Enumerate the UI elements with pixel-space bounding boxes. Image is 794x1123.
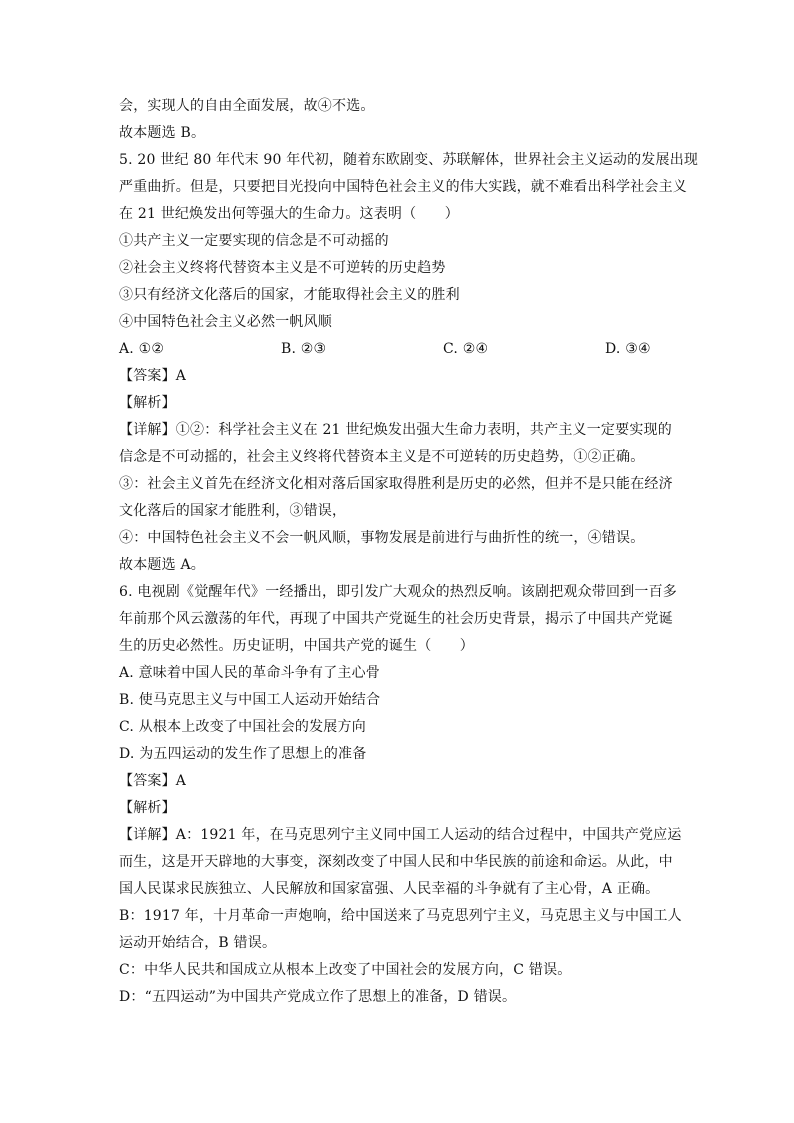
q5-options-row bbox=[119, 336, 675, 363]
q5-option-a: A. ①② bbox=[119, 341, 165, 357]
q5-statement-1: ①共产主义一定要实现的信念是不可动摇的 bbox=[119, 233, 389, 249]
q6-detail-line-2: 而生，这是开天辟地的大事变，深刻改变了中国人民和中华民族的前途和命运。从此，中 bbox=[119, 854, 673, 870]
q6-option-c: C. 从根本上改变了中国社会的发展方向 bbox=[119, 719, 366, 735]
q5-analysis-label: 【解析】 bbox=[119, 395, 176, 411]
q5-statement-3: ③只有经济文化落后的国家，才能取得社会主义的胜利 bbox=[119, 287, 460, 303]
q6-detail-line-4: B：1917 年，十月革命一声炮响，给中国送来了马克思列宁主义，马克思主义与中国工人 bbox=[119, 908, 682, 924]
q5-stem-line-2: 严重曲折。但是，只要把目光投向中国特色社会主义的伟大实践，就不难看出科学社会主义 bbox=[119, 179, 687, 195]
q6-option-b: B. 使马克思主义与中国工人运动开始结合 bbox=[119, 692, 381, 708]
q6-detail-line-7: D：“五四运动”为中国共产党成立作了思想上的准备，D 错误。 bbox=[119, 989, 517, 1005]
q5-option-c: C. ②④ bbox=[443, 341, 489, 357]
q6-option-d: D. 为五四运动的发生作了思想上的准备 bbox=[119, 746, 367, 762]
q6-stem-line-3: 生的历史必然性。历史证明，中国共产党的诞生（ ） bbox=[119, 638, 474, 654]
q6-detail-line-5: 运动开始结合，B 错误。 bbox=[119, 935, 277, 951]
q5-statement-2: ②社会主义终将代替资本主义是不可逆转的历史趋势 bbox=[119, 260, 446, 276]
q6-stem-line-2: 年前那个风云激荡的年代，再现了中国共产党诞生的社会历史背景，揭示了中国共产党诞 bbox=[119, 611, 673, 627]
q6-detail-line-6: C：中华人民共和国成立从根本上改变了中国社会的发展方向，C 错误。 bbox=[119, 962, 572, 978]
q5-detail-line-1: 【详解】①②：科学社会主义在 21 世纪焕发出强大生命力表明，共产主义一定要实现的 bbox=[119, 422, 672, 438]
q6-analysis-label: 【解析】 bbox=[119, 800, 176, 816]
q5-detail-line-5: ④：中国特色社会主义不会一帆风顺，事物发展是前进行与曲折性的统一，④错误。 bbox=[119, 530, 645, 546]
q5-detail-line-4: 文化落后的国家才能胜利，③错误， bbox=[119, 503, 347, 519]
q5-stem-line-1: 5. 20 世纪 80 年代末 90 年代初，随着东欧剧变、苏联解体，世界社会主义运动的发展出现 bbox=[119, 152, 699, 168]
q5-statement-4: ④中国特色社会主义必然一帆风顺 bbox=[119, 314, 332, 330]
q6-answer: 【答案】A bbox=[119, 773, 187, 789]
q5-conclusion: 故本题选 A。 bbox=[119, 557, 205, 573]
q5-option-b: B. ②③ bbox=[281, 341, 327, 357]
q5-answer: 【答案】A bbox=[119, 368, 187, 384]
q6-detail-line-3: 国人民谋求民族独立、人民解放和国家富强、人民幸福的斗争就有了主心骨，A 正确。 bbox=[119, 881, 660, 897]
q6-detail-line-1: 【详解】A：1921 年，在马克思列宁主义同中国工人运动的结合过程中，中国共产党应运 bbox=[119, 827, 682, 843]
q5-detail-line-2: 信念是不可动摇的，社会主义终将代替资本主义是不可逆转的历史趋势，①②正确。 bbox=[119, 449, 645, 465]
q4-conclusion: 故本题选 B。 bbox=[119, 125, 206, 141]
q5-detail-line-3: ③：社会主义首先在经济文化相对落后国家取得胜利是历史的必然，但并不是只能在经济 bbox=[119, 476, 673, 492]
q4-tail-line: 会，实现人的自由全面发展，故④不选。 bbox=[119, 98, 375, 114]
q6-stem-line-1: 6. 电视剧《觉醒年代》一经播出，即引发广大观众的热烈反响。该剧把观众带回到一百多 bbox=[119, 584, 678, 600]
q6-option-a: A. 意味着中国人民的革命斗争有了主心骨 bbox=[119, 665, 381, 681]
q5-stem-line-3: 在 21 世纪焕发出何等强大的生命力。这表明（ ） bbox=[119, 206, 459, 222]
document-content bbox=[119, 93, 699, 1011]
q5-option-d: D. ③④ bbox=[605, 341, 651, 357]
